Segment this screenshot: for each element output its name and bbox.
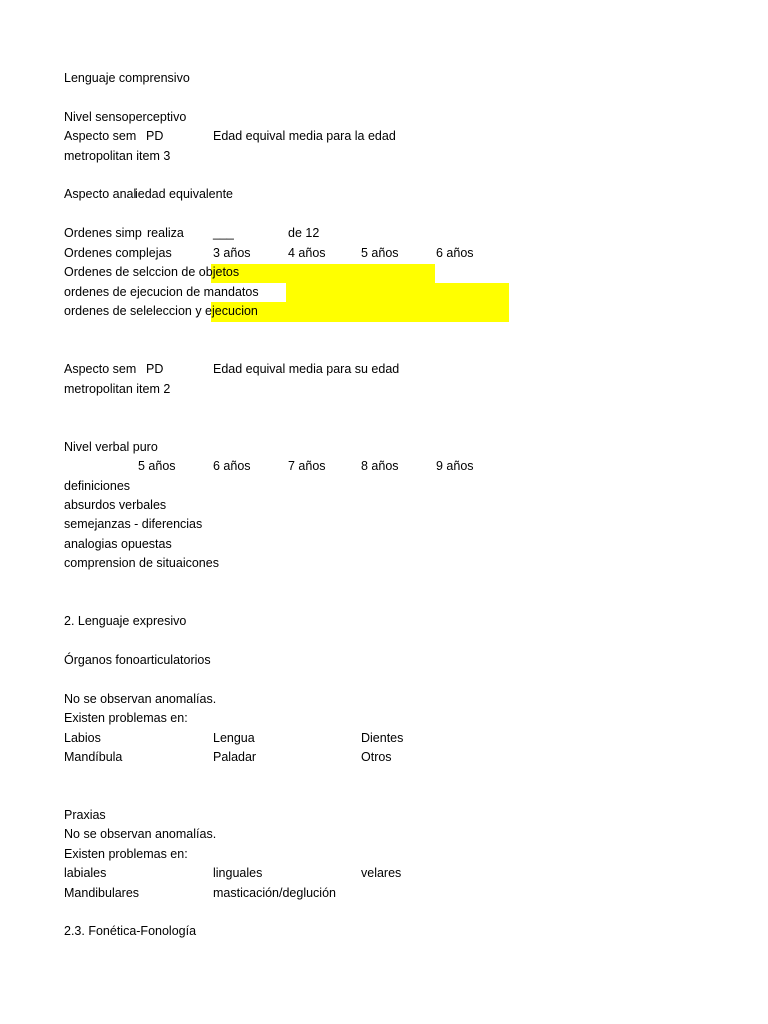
ordenes-seleleccion-a: ordenes de seleleccion y e [64, 304, 213, 318]
no-anomalias-2: No se observan anomalías. [64, 827, 217, 841]
labiales-label: labiales [64, 866, 107, 880]
nivel-verbal-puro: Nivel verbal puro [64, 440, 158, 454]
verbal-age-col-7: 7 años [288, 459, 326, 473]
mandibula-label: Mandíbula [64, 750, 123, 764]
linguales-label: linguales [213, 866, 263, 880]
section-title-comprensivo: Lenguaje comprensivo [64, 71, 190, 85]
existen-problemas-1: Existen problemas en: [64, 711, 188, 725]
ordenes-complejas-label: Ordenes complejas [64, 246, 172, 260]
edad-equival-label-2: Edad equival media para su edad [213, 362, 400, 376]
ordenes-ejecucion-label: ordenes de ejecucion de mandatos [64, 285, 259, 299]
ordenes-simp-label: Ordenes simp [64, 226, 142, 240]
existen-problemas-2: Existen problemas en: [64, 847, 188, 861]
verbal-age-col-8: 8 años [361, 459, 399, 473]
age-col-4: 4 años [288, 246, 326, 260]
pd-label-2: PD [146, 362, 164, 376]
labios-label: Labios [64, 731, 101, 745]
aspecto-anal-label: Aspecto anal [64, 187, 137, 201]
verbal-age-col-6: 6 años [213, 459, 251, 473]
ordenes-selccion-a: Ordenes de selccion de ob [64, 265, 213, 279]
verbal-age-col-5: 5 años [138, 459, 176, 473]
age-col-5: 5 años [361, 246, 399, 260]
organos-fonoarticulatorios: Órganos fonoarticulatorios [64, 653, 211, 667]
pd-label-1: PD [146, 129, 164, 143]
de-12-label: de 12 [288, 226, 320, 240]
metropolitan-item-3: metropolitan item 3 [64, 149, 171, 163]
ordenes-seleleccion-b: jecucion [212, 304, 258, 318]
verbal-item-comprension: comprension de situaicones [64, 556, 219, 570]
nivel-sensoperceptivo: Nivel sensoperceptivo [64, 110, 187, 124]
no-anomalias-1: No se observan anomalías. [64, 692, 217, 706]
section-title-fonetica: 2.3. Fonética-Fonología [64, 924, 197, 938]
mandibulares-label: Mandibulares [64, 886, 140, 900]
verbal-item-analogias: analogias opuestas [64, 537, 172, 551]
aspecto-sem-label-2: Aspecto sem [64, 362, 137, 376]
ordenes-seleleccion-label [64, 302, 258, 321]
age-col-3: 3 años [213, 246, 251, 260]
realiza-label: realiza [147, 226, 184, 240]
velares-label: velares [361, 866, 402, 880]
dientes-label: Dientes [361, 731, 404, 745]
lengua-label: Lengua [213, 731, 255, 745]
ordenes-simp-blank: ___ [213, 226, 234, 240]
highlight-selccion-objetos [211, 264, 435, 283]
otros-label: Otros [361, 750, 392, 764]
ordenes-selccion-b: jetos [212, 265, 240, 279]
ordenes-selccion-label [64, 263, 239, 282]
praxias-title: Praxias [64, 808, 106, 822]
age-col-6: 6 años [436, 246, 474, 260]
section-title-expresivo: 2. Lenguaje expresivo [64, 614, 187, 628]
verbal-item-definiciones: definiciones [64, 479, 131, 493]
verbal-age-col-9: 9 años [436, 459, 474, 473]
verbal-item-semejanzas: semejanzas - diferencias [64, 517, 203, 531]
paladar-label: Paladar [213, 750, 257, 764]
edad-equival-label-1: Edad equival media para la edad [213, 129, 396, 143]
masticacion-label: masticación/deglución [213, 886, 336, 900]
iedad-equivalente-label: iedad equivalente [135, 187, 233, 201]
verbal-item-absurdos: absurdos verbales [64, 498, 167, 512]
metropolitan-item-2: metropolitan item 2 [64, 382, 171, 396]
aspecto-sem-label-1: Aspecto sem [64, 129, 137, 143]
